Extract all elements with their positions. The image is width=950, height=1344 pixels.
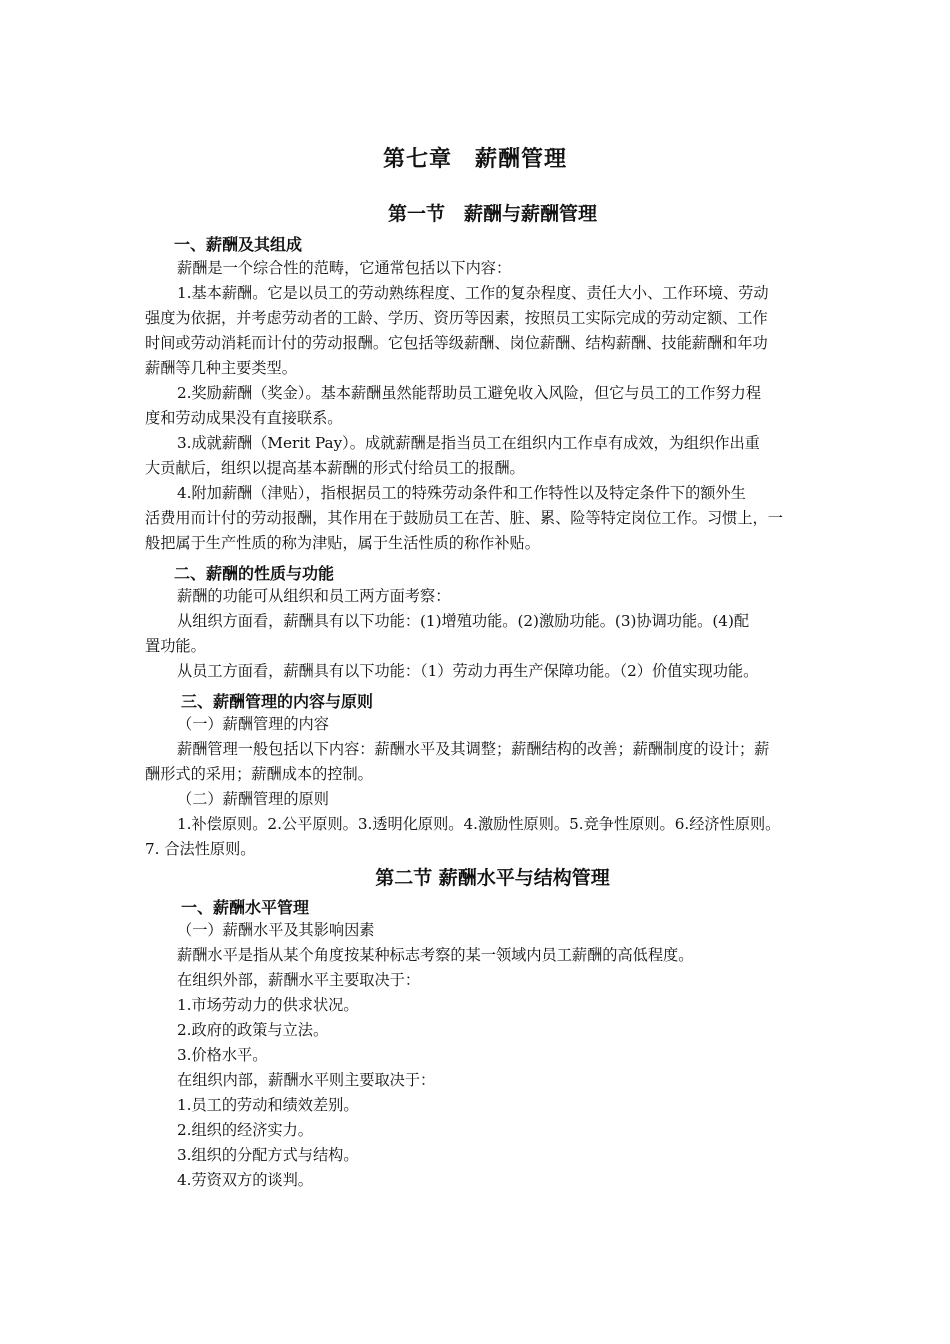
section-2-heading-1: 一、薪酬水平管理 <box>181 898 310 917</box>
paragraph-line: 1.基本薪酬。它是以员工的劳动熟练程度、工作的复杂程度、责任大小、工作环境、劳动 <box>177 284 769 302</box>
paragraph-line: 1.补偿原则。2.公平原则。3.透明化原则。4.激励性原则。5.竞争性原则。6.经济性原则。 <box>177 815 781 833</box>
list-item: 1.市场劳动力的供求状况。 <box>177 996 359 1014</box>
subheading: （二）薪酬管理的原则 <box>177 790 329 808</box>
list-item: 4.劳资双方的谈判。 <box>177 1171 313 1189</box>
paragraph-line: 在组织内部，薪酬水平则主要取决于： <box>177 1071 436 1089</box>
paragraph-line: 在组织外部，薪酬水平主要取决于： <box>177 971 420 989</box>
paragraph-line: 置功能。 <box>145 637 206 655</box>
paragraph-line: 从组织方面看，薪酬具有以下功能：(1)增殖功能。(2)激励功能。(3)协调功能。(4)配 <box>177 612 750 630</box>
section-2-title: 第二节 薪酬水平与结构管理 <box>375 867 610 889</box>
subheading: （一）薪酬水平及其影响因素 <box>177 921 375 939</box>
section-1-title: 第一节 薪酬与薪酬管理 <box>387 203 597 225</box>
paragraph-line: 3.成就薪酬（Merit Pay）。成就薪酬是指当员工在组织内工作卓有成效，为组织作出重 <box>177 434 760 452</box>
chapter-title: 第七章 薪酬管理 <box>382 147 567 172</box>
paragraph-line: 大贡献后，组织以提高基本薪酬的形式付给员工的报酬。 <box>145 459 525 477</box>
paragraph-line: 2.奖励薪酬（奖金）。基本薪酬虽然能帮助员工避免收入风险，但它与员工的工作努力程 <box>177 384 762 402</box>
paragraph-line: 薪酬等几种主要类型。 <box>145 359 297 377</box>
list-item: 3.组织的分配方式与结构。 <box>177 1146 359 1164</box>
section-1-heading-1: 一、薪酬及其组成 <box>174 235 303 254</box>
paragraph-line: 酬形式的采用；薪酬成本的控制。 <box>145 765 373 783</box>
paragraph-line: 从员工方面看，薪酬具有以下功能：（1）劳动力再生产保障功能。（2）价值实现功能。 <box>177 662 759 680</box>
list-item: 2.政府的政策与立法。 <box>177 1021 329 1039</box>
paragraph-line: 7. 合法性原则。 <box>145 840 256 858</box>
list-item: 1.员工的劳动和绩效差别。 <box>177 1096 359 1114</box>
paragraph-line: 般把属于生产性质的称为津贴，属于生活性质的称作补贴。 <box>145 534 540 552</box>
list-item: 3.价格水平。 <box>177 1046 268 1064</box>
paragraph-line: 薪酬水平是指从某个角度按某种标志考察的某一领域内员工薪酬的高低程度。 <box>177 946 694 964</box>
section-1-heading-2: 二、薪酬的性质与功能 <box>174 564 335 583</box>
subheading: （一）薪酬管理的内容 <box>177 715 329 733</box>
paragraph-line: 薪酬管理一般包括以下内容：薪酬水平及其调整；薪酬结构的改善；薪酬制度的设计；薪 <box>177 740 770 758</box>
paragraph-line: 薪酬的功能可从组织和员工两方面考察： <box>177 587 451 605</box>
section-1-heading-3: 三、薪酬管理的内容与原则 <box>181 692 374 711</box>
list-item: 2.组织的经济实力。 <box>177 1121 313 1139</box>
paragraph-line: 强度为依据，并考虑劳动者的工龄、学历、资历等因素，按照员工实际完成的劳动定额、工作 <box>145 309 768 327</box>
paragraph-line: 时间或劳动消耗而计付的劳动报酬。它包括等级薪酬、岗位薪酬、结构薪酬、技能薪酬和年功 <box>145 334 768 352</box>
paragraph-line: 薪酬是一个综合性的范畴，它通常包括以下内容： <box>177 259 512 277</box>
paragraph-line: 度和劳动成果没有直接联系。 <box>145 409 343 427</box>
paragraph-line: 活费用而计付的劳动报酬，其作用在于鼓励员工在苦、脏、累、险等特定岗位工作。习惯上，一 <box>145 509 783 527</box>
paragraph-line: 4.附加薪酬（津贴），指根据员工的特殊劳动条件和工作特性以及特定条件下的额外生 <box>177 484 746 502</box>
